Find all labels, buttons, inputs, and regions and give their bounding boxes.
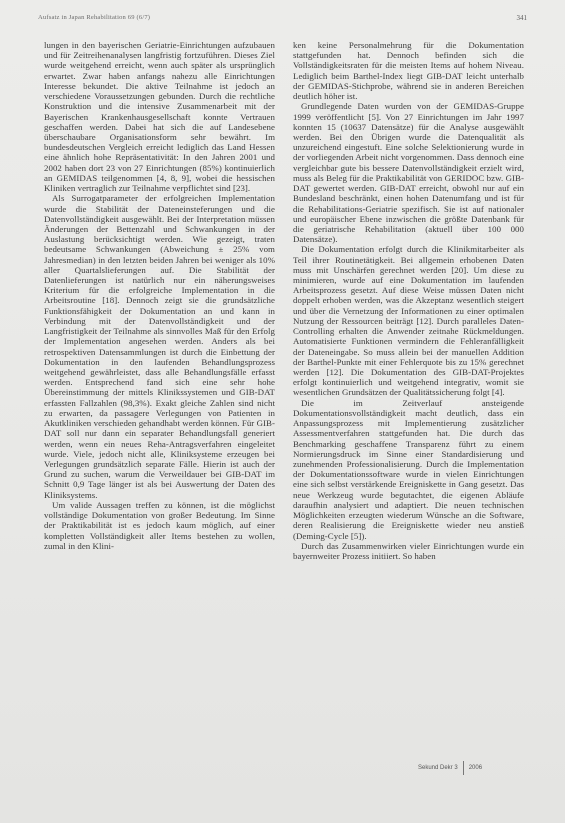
- footer-divider: [463, 761, 464, 775]
- paragraph: Die im Zeitverlauf ansteigende Dokumentationsvollständigkeit macht deutlich, dass ein Anpassungsprozess mit Implementierung zusätzlicher Assessmentverfahren stattgefunden hat. Die durch das Benchmarking geschaffene Transparenz führt zu einem Normierungsdruck im Sinne einer Standardisierung und zunehmenden Professionalisierung. Durch die Implementation der Dokumentationssoftware wurde in vielen Einrichtungen eine sich selbst verstärkende Ereigniskette in Gang gesetzt. Das neue Werkzeug wurde begutachtet, die eigenen Abläufe daraufhin analysiert und adaptiert. Die neuen technischen Möglichkeiten erzeugten wiederum Wünsche an die Software, deren Realisierung die Ereigniskette wieder neu anstieß (Deming-Cycle [5]).: [293, 397, 524, 541]
- paragraph: lungen in den bayerischen Geriatrie-Einrichtungen aufzubauen und für Zeitreihenanalysen langfristig fortzuführen. Dieses Ziel wurde weitgehend erreicht, wenn auch später als ursprünglich erwartet. Zwar haben anfangs nahezu alle Einrichtungen Interesse bekundet. Die aktive Teilnahme ist jedoch an verschiedene Voraussetzungen gebunden. Durch die rechtliche Konstruktion und die intensive Zusammenarbeit mit der Bayerischen Krankenhausgesellschaft konnte Vertrauen geschaffen werden. Dabei hat sich die auf Landesebene überschaubare Organisationsform sehr bewährt. Im bundesdeutschen Vergleich erreicht lediglich das Land Hessen eine ähnlich hohe Repräsentativität: In den Jahren 2001 und 2002 haben dort 23 von 27 Einrichtungen (85%) kontinuierlich an GEMIDAS teilgenommen [4, 8, 9], wobei die hessischen Kliniken vertraglich zur Teilnahme verpflichtet sind [23].: [44, 40, 275, 194]
- paragraph: Als Surrogatparameter der erfolgreichen Implementation wurde die Stabilität der Dateneinsteferungen und die Datenvollständigkeit ausgewählt. Bei der Interpretation müssen Änderungen der Bettenzahl und Schwankungen in der Auslastung berücksichtigt werden. Wie gezeigt, traten bedeutsame Schwankungen (Abweichung ± 25% vom Jahresmedian) in den letzten beiden Jahren bei weniger als 10% aller Quartalslieferungen auf. Die Stabilität der Datenlieferungen ist natürlich nur ein näherungsweises Kriterium für die erfolgreiche Implementation in die Arbeitsroutine [18]. Dennoch zeigt sie die grundsätzliche Funktionsfähigkeit der Dokumentation an und kann in Verbindung mit der Datenvollständigkeit und der Langfristigkeit der Teilnahme als sinnvolles Maß für den Erfolg der Implementation angesehen werden. Anders als bei retrospektiven Datensammlungen ist durch die Einbettung der Dokumentation in den laufenden Behandlungsprozess weitgehend gewährleistet, dass alle Behandlungsfälle erfasst werden. Entsprechend fand sich eine sehr hohe Übereinstimmung der mittels Klinikssystemen und GIB-DAT erfassten Fallzahlen (98,3%). Exakt gleiche Zahlen sind nicht zu erwarten, da passagere Verlegungen von Patienten in Akutkliniken verschieden gehandhabt werden können. Für GIB-DAT soll nur dann ein separater Behandlungsfall generiert werden, wenn ein neues Reha-Antragsverfahren eingeleitet wurde. Viele, jedoch nicht alle, Kliniksysteme erzeugen bei Verlegungen grundsätzlich separate Fälle. Hierin ist auch der Grund zu suchen, warum die Verweildauer bei GIB-DAT im Schnitt 0,9 Tage länger ist als bei Auswertung der Daten des Kliniksystems.: [44, 193, 275, 500]
- page-number: 341: [516, 14, 527, 22]
- footer-year: 2006: [468, 765, 483, 771]
- text-columns: [44, 40, 524, 760]
- page-footer: [418, 761, 482, 775]
- footer-journal: Sekund Dekr 3: [418, 765, 458, 771]
- paragraph: ken keine Personalmehrung für die Dokumentation stattgefunden hat. Dennoch befinden sich die Vollständigkeitsraten für die meisten Items auf hohem Niveau. Lediglich beim Barthel-Index liegt GIB-DAT leicht unterhalb der GEMIDAS-Stichprobe, während sie in anderen Bereichen deutlich höher ist.: [293, 40, 524, 102]
- paragraph: Grundlegende Daten wurden von der GEMIDAS-Gruppe 1999 veröffentlicht [5]. Von 27 Einrichtungen im Jahr 1997 konnten 15 (10637 Datensätze) für die Analyse ausgewählt werden. Bei den Übrigen wurde die Datenqualität als unzureichend eingestuft. Eine solche Selektionierung wurde in der vorliegenden Arbeit nicht vorgenommen. Dass dennoch eine vergleichbar gute bis bessere Datenvollständigkeit erzielt wird, muss als Beleg für die Praktikabilität von GERIDOC bzw. GIB-DAT gewertet werden. GIB-DAT erreicht, obwohl nur auf ein Bundesland beschränkt, einen hohen Datenumfang und ist für die Rehabilitations-Geriatrie spezifisch. Sie ist auf nationaler und europäischer Ebene inzwischen die größte Datenbank für die geriatrische Rehabilitation (aktuell über 100 000 Datensätze).: [293, 101, 524, 245]
- running-head: Aufsatz in Japan Rehabilitation 69 (6/7): [38, 14, 151, 21]
- paragraph: Durch das Zusammenwirken vieler Einrichtungen wurde ein bayernweiter Prozess initiiert. So haben: [293, 540, 524, 561]
- paragraph: Die Dokumentation erfolgt durch die Klinikmitarbeiter als Teil ihrer Routinetätigkeit. Bei allgemein erhobenen Daten muss mit Unschärfen gerechnet werden [20]. Um diese zu minimieren, wurde auf eine Dokumentation im laufenden Arbeitsprozess gesetzt. Auf diese Weise müssen Daten nicht doppelt erhoben werden, was die Akzeptanz wesentlich steigert und über die Vernetzung der Informationen zu einer optimalen Nutzung der Ressourcen beiträgt [12]. Durch paralleles Daten-Controlling erhalten die Anwender zeitnahe Rückmeldungen. Automatisierte Funktionen vermindern die Fehleranfälligkeit der Dateneingabe. So muss allein bei der manuellen Addition der Barthel-Punkte mit einer Fehlerquote bis zu 15% gerechnet werden [12]. Die Dokumentation des GIB-DAT-Projektes erfolgt kontinuierlich und weitgehend integrativ, womit sie wesentlichen Grundsätzen der Qualitätssicherung folgt [4].: [293, 244, 524, 398]
- paragraph: Um valide Aussagen treffen zu können, ist die möglichst vollständige Dokumentation von großer Bedeutung. Im Sinne der Praktikabilität ist es jedoch kaum möglich, auf einer kompletten Vollständigkeit aller Items bestehen zu wollen, zumal in den Klini-: [44, 499, 275, 551]
- left-column: [44, 40, 275, 760]
- right-column: [293, 40, 524, 760]
